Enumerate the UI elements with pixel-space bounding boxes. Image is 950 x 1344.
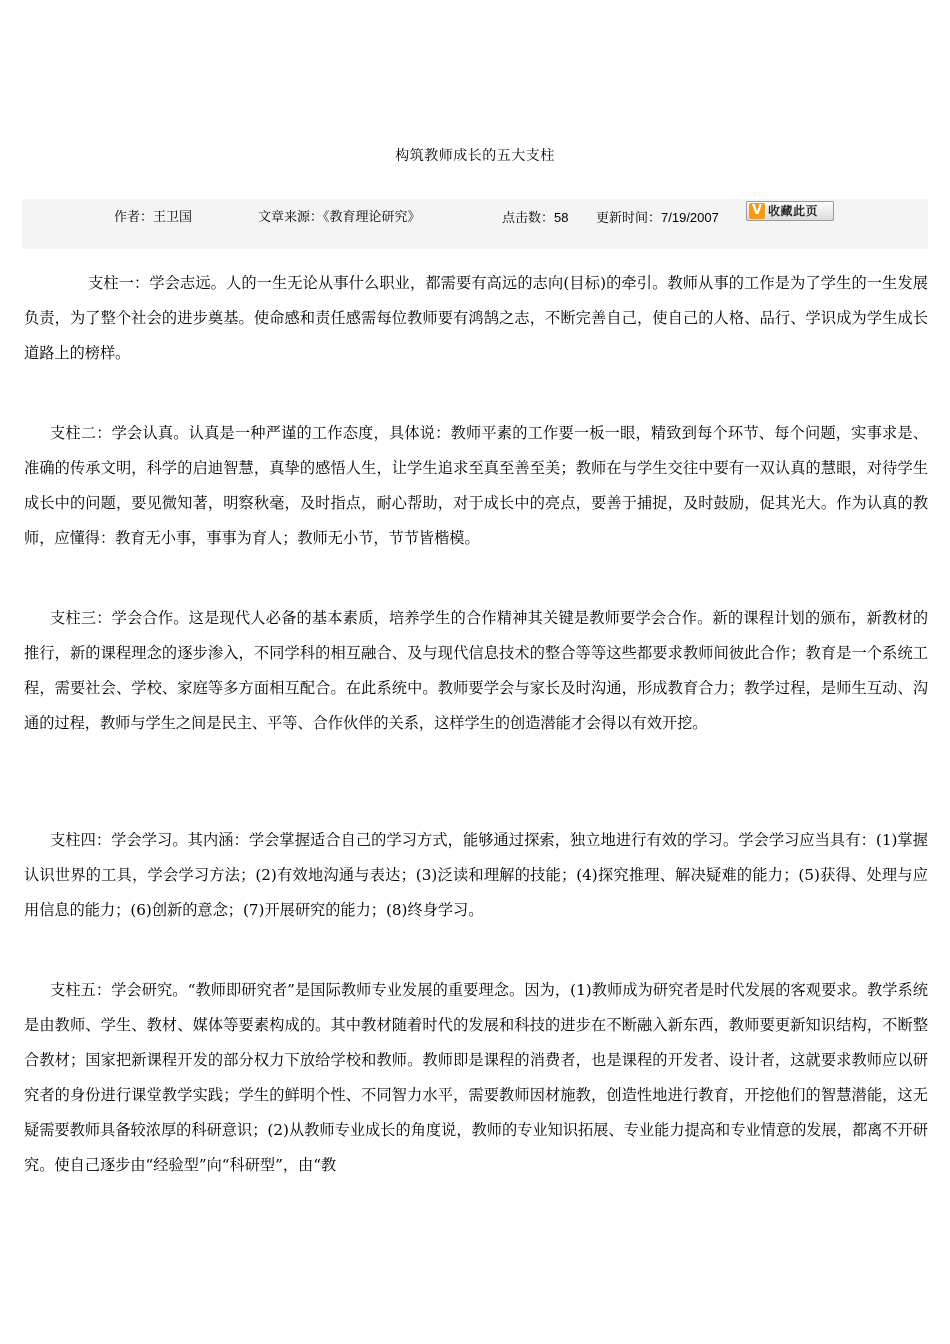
update-time bbox=[596, 210, 719, 227]
bookmark-page-button[interactable] bbox=[746, 201, 834, 221]
click-count bbox=[502, 210, 568, 227]
paragraph-pillar-1: 支柱一：学会志远。人的一生无论从事什么职业，都需要有高远的志向(目标)的牵引。教师从事的工作是为了学生的一生发展负责，为了整个社会的进步奠基。使命感和责任感需每位教师要有鸿鹄之志，不断完善自己，使自己的人格、品行、学识成为学生成长道路上的榜样。 bbox=[24, 274, 928, 362]
update-time-value: 7/19/2007 bbox=[661, 210, 719, 225]
paragraph-pillar-5: 支柱五：学会研究。“教师即研究者”是国际教师专业发展的重要理念。因为，(1)教师成为研究者是时代发展的客观要求。教学系统是由教师、学生、教材、媒体等要素构成的。其中教材随着时代的发展和科技的进步在不断融入新东西，教师要更新知识结构，不断整合教材；国家把新课程开发的部分权力下放给学校和教师。教师即是课程的消费者，也是课程的开发者、设计者，这就要求教师应以研究者的身份进行课堂教学实践；学生的鲜明个性、不同智力水平，需要教师因材施教，创造性地进行教育，开挖他们的智慧潜能，这无疑需要教师具备较浓厚的科研意识；(2)从教师专业成长的角度说，教师的专业知识拓展、专业能力提高和专业情意的发展，都离不开研究。使自己逐步由“经验型”向“科研型”，由“教 bbox=[24, 981, 928, 1174]
article-title: 构筑教师成长的五大支柱 bbox=[395, 148, 555, 164]
paragraph-pillar-2: 支柱二：学会认真。认真是一种严谨的工作态度，具体说：教师平素的工作要一板一眼，精致到每个环节、每个问题，实事求是、准确的传承文明，科学的启迪智慧，真挚的感悟人生，让学生追求至真至善至美；教师在与学生交往中要有一双认真的慧眼，对待学生成长中的问题，要见微知著，明察秋毫，及时指点，耐心帮助，对于成长中的亮点，要善于捕捉，及时鼓励，促其光大。作为认真的教师，应懂得：教育无小事，事事为育人；教师无小节，节节皆楷模。 bbox=[24, 424, 928, 547]
paragraph-pillar-4: 支柱四：学会学习。其内涵：学会掌握适合自己的学习方式，能够通过探索，独立地进行有效的学习。学会学习应当具有：(1)掌握认识世界的工具，学会学习方法；(2)有效地沟通与表达；(3)泛读和理解的技能；(4)探究推理、解决疑难的能力；(5)获得、处理与应用信息的能力；(6)创新的意念；(7)开展研究的能力；(8)终身学习。 bbox=[24, 831, 928, 919]
paragraph-pillar-3: 支柱三：学会合作。这是现代人必备的基本素质，培养学生的合作精神其关键是教师要学会合作。新的课程计划的颁布，新教材的推行，新的课程理念的逐步渗入，不同学科的相互融合、及与现代信息技术的整合等等这些都要求教师间彼此合作；教育是一个系统工程，需要社会、学校、家庭等多方面相互配合。在此系统中。教师要学会与家长及时沟通，形成教育合力；教学过程，是师生互动、沟通的过程，教师与学生之间是民主、平等、合作伙伴的关系，这样学生的创造潜能才会得以有效开挖。 bbox=[24, 609, 928, 732]
author-text: 作者：王卫国 bbox=[114, 210, 193, 225]
bookmark-v-icon: V bbox=[749, 203, 765, 219]
update-time-label: 更新时间： bbox=[596, 211, 662, 226]
click-count-label: 点击数： bbox=[502, 211, 555, 226]
bookmark-page-label: 收藏此页 bbox=[768, 204, 819, 218]
click-count-value: 58 bbox=[554, 210, 569, 225]
source-text: 文章来源：《教育理论研究》 bbox=[258, 210, 421, 225]
